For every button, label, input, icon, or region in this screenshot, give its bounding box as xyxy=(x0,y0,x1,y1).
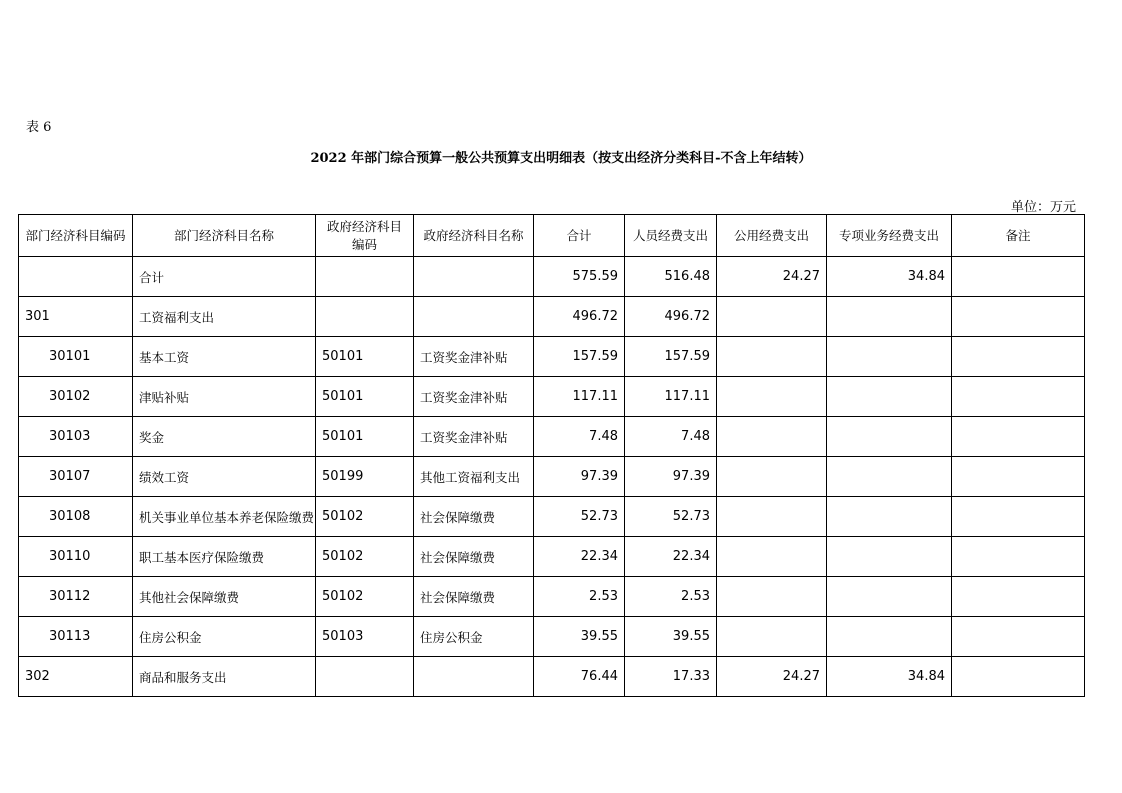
cell-dept-code: 30108 xyxy=(19,497,133,537)
cell-gov-code xyxy=(316,257,414,297)
cell-dept-name: 绩效工资 xyxy=(133,457,316,497)
cell-dept-name: 工资福利支出 xyxy=(133,297,316,337)
cell-gov-name: 工资奖金津补贴 xyxy=(414,417,534,457)
cell-public xyxy=(717,537,827,577)
cell-gov-name: 住房公积金 xyxy=(414,617,534,657)
table-row xyxy=(19,297,1085,337)
table-row xyxy=(19,537,1085,577)
cell-dept-name: 奖金 xyxy=(133,417,316,457)
cell-gov-name: 社会保障缴费 xyxy=(414,577,534,617)
cell-total: 157.59 xyxy=(534,337,625,377)
cell-dept-code: 30102 xyxy=(19,377,133,417)
cell-personnel: 117.11 xyxy=(625,377,717,417)
cell-remark xyxy=(952,377,1085,417)
cell-gov-code: 50101 xyxy=(316,377,414,417)
cell-special xyxy=(827,337,952,377)
cell-dept-code: 301 xyxy=(19,297,133,337)
cell-dept-code: 30110 xyxy=(19,537,133,577)
cell-special xyxy=(827,617,952,657)
cell-remark xyxy=(952,297,1085,337)
header-special: 专项业务经费支出 xyxy=(827,215,952,257)
cell-special xyxy=(827,417,952,457)
cell-gov-code: 50101 xyxy=(316,417,414,457)
cell-total: 2.53 xyxy=(534,577,625,617)
cell-total: 39.55 xyxy=(534,617,625,657)
cell-gov-name: 其他工资福利支出 xyxy=(414,457,534,497)
cell-remark xyxy=(952,337,1085,377)
cell-public xyxy=(717,417,827,457)
cell-dept-code: 30113 xyxy=(19,617,133,657)
cell-public xyxy=(717,297,827,337)
header-public: 公用经费支出 xyxy=(717,215,827,257)
cell-special xyxy=(827,377,952,417)
cell-total: 575.59 xyxy=(534,257,625,297)
cell-dept-code: 30107 xyxy=(19,457,133,497)
header-gov-name: 政府经济科目名称 xyxy=(414,215,534,257)
cell-gov-code xyxy=(316,297,414,337)
cell-gov-name xyxy=(414,257,534,297)
table-number-label: 表 6 xyxy=(26,120,52,135)
cell-special: 34.84 xyxy=(827,657,952,697)
cell-dept-name: 商品和服务支出 xyxy=(133,657,316,697)
cell-dept-code xyxy=(19,257,133,297)
cell-public: 24.27 xyxy=(717,257,827,297)
cell-gov-code: 50102 xyxy=(316,577,414,617)
header-personnel: 人员经费支出 xyxy=(625,215,717,257)
cell-gov-code: 50103 xyxy=(316,617,414,657)
cell-personnel: 39.55 xyxy=(625,617,717,657)
cell-gov-name: 社会保障缴费 xyxy=(414,537,534,577)
cell-remark xyxy=(952,657,1085,697)
cell-personnel: 2.53 xyxy=(625,577,717,617)
cell-gov-code: 50199 xyxy=(316,457,414,497)
cell-special xyxy=(827,537,952,577)
cell-total: 76.44 xyxy=(534,657,625,697)
header-total: 合计 xyxy=(534,215,625,257)
cell-gov-name: 工资奖金津补贴 xyxy=(414,337,534,377)
cell-special xyxy=(827,297,952,337)
cell-dept-name: 其他社会保障缴费 xyxy=(133,577,316,617)
cell-gov-code xyxy=(316,657,414,697)
cell-dept-name: 职工基本医疗保险缴费 xyxy=(133,537,316,577)
cell-personnel: 496.72 xyxy=(625,297,717,337)
cell-personnel: 17.33 xyxy=(625,657,717,697)
cell-total: 496.72 xyxy=(534,297,625,337)
cell-public: 24.27 xyxy=(717,657,827,697)
cell-dept-name: 住房公积金 xyxy=(133,617,316,657)
cell-total: 117.11 xyxy=(534,377,625,417)
table-row xyxy=(19,457,1085,497)
cell-public xyxy=(717,377,827,417)
table-total-row xyxy=(19,257,1085,297)
header-dept-name: 部门经济科目名称 xyxy=(133,215,316,257)
cell-gov-code: 50102 xyxy=(316,497,414,537)
cell-dept-code: 30103 xyxy=(19,417,133,457)
cell-personnel: 516.48 xyxy=(625,257,717,297)
table-row xyxy=(19,497,1085,537)
cell-remark xyxy=(952,617,1085,657)
cell-special: 34.84 xyxy=(827,257,952,297)
cell-total: 7.48 xyxy=(534,417,625,457)
header-remark: 备注 xyxy=(952,215,1085,257)
table-header-row xyxy=(19,215,1085,257)
header-gov-code: 政府经济科目编码 xyxy=(316,215,414,257)
cell-public xyxy=(717,497,827,537)
cell-public xyxy=(717,577,827,617)
cell-dept-name: 机关事业单位基本养老保险缴费 xyxy=(133,497,316,537)
table-row xyxy=(19,417,1085,457)
cell-remark xyxy=(952,257,1085,297)
cell-dept-name: 基本工资 xyxy=(133,337,316,377)
cell-remark xyxy=(952,497,1085,537)
cell-remark xyxy=(952,577,1085,617)
cell-total: 52.73 xyxy=(534,497,625,537)
cell-gov-code: 50101 xyxy=(316,337,414,377)
budget-expenditure-table xyxy=(18,214,1085,697)
cell-personnel: 157.59 xyxy=(625,337,717,377)
cell-total: 97.39 xyxy=(534,457,625,497)
cell-dept-name: 合计 xyxy=(133,257,316,297)
table-row xyxy=(19,577,1085,617)
table-row xyxy=(19,617,1085,657)
cell-dept-code: 30112 xyxy=(19,577,133,617)
table-row xyxy=(19,377,1085,417)
table-row xyxy=(19,657,1085,697)
cell-public xyxy=(717,617,827,657)
cell-dept-name: 津贴补贴 xyxy=(133,377,316,417)
cell-public xyxy=(717,457,827,497)
document-title: 2022 年部门综合预算一般公共预算支出明细表（按支出经济分类科目-不含上年结转） xyxy=(310,151,812,166)
cell-gov-code: 50102 xyxy=(316,537,414,577)
cell-dept-code: 302 xyxy=(19,657,133,697)
cell-gov-name: 工资奖金津补贴 xyxy=(414,377,534,417)
cell-personnel: 97.39 xyxy=(625,457,717,497)
cell-special xyxy=(827,457,952,497)
unit-label: 单位：万元 xyxy=(1010,200,1076,215)
cell-special xyxy=(827,497,952,537)
cell-dept-code: 30101 xyxy=(19,337,133,377)
cell-personnel: 52.73 xyxy=(625,497,717,537)
cell-gov-name: 社会保障缴费 xyxy=(414,497,534,537)
table-row xyxy=(19,337,1085,377)
cell-total: 22.34 xyxy=(534,537,625,577)
cell-remark xyxy=(952,457,1085,497)
cell-personnel: 22.34 xyxy=(625,537,717,577)
cell-remark xyxy=(952,537,1085,577)
cell-public xyxy=(717,337,827,377)
header-dept-code: 部门经济科目编码 xyxy=(19,215,133,257)
cell-personnel: 7.48 xyxy=(625,417,717,457)
cell-special xyxy=(827,577,952,617)
table-body xyxy=(19,257,1085,697)
cell-remark xyxy=(952,417,1085,457)
cell-gov-name xyxy=(414,657,534,697)
cell-gov-name xyxy=(414,297,534,337)
